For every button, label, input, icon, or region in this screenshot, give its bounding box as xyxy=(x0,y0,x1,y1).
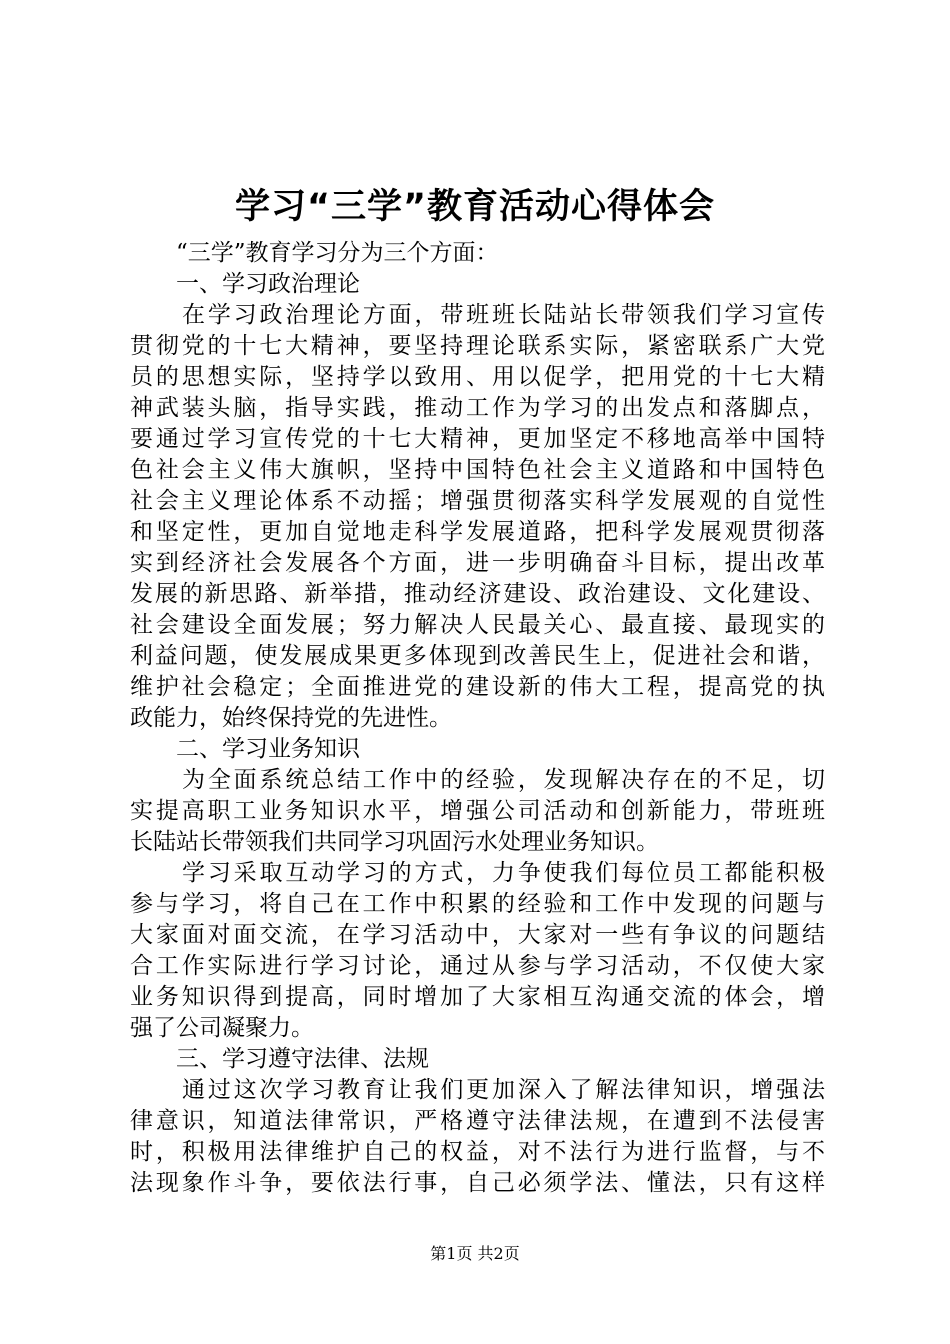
paragraph-line: 员的思想实际，坚持学以致用、用以促学，把用党的十七大精 xyxy=(130,364,825,390)
paragraph-line: 实到经济社会发展各个方面，进一步明确奋斗目标，提出改革 xyxy=(130,550,825,576)
paragraph-line: 通过这次学习教育让我们更加深入了解法律知识，增强法 xyxy=(182,1077,825,1103)
paragraph-line: 色社会主义伟大旗帜，坚持中国特色社会主义道路和中国特色 xyxy=(130,457,825,483)
paragraph-line: 合工作实际进行学习讨论，通过从参与学习活动，不仅使大家 xyxy=(130,953,825,979)
paragraph-line: 和坚定性，更加自觉地走科学发展道路，把科学发展观贯彻落 xyxy=(130,519,825,545)
paragraph-line: 学习采取互动学习的方式，力争使我们每位员工都能积极 xyxy=(182,860,825,886)
section-heading: 三、学习遵守法律、法规 xyxy=(176,1046,429,1072)
paragraph-line: 社会建设全面发展；努力解决人民最关心、最直接、最现实的 xyxy=(130,612,825,638)
paragraph-line: 业务知识得到提高，同时增加了大家相互沟通交流的体会，增 xyxy=(130,984,825,1010)
paragraph-line: 神武装头脑，指导实践，推动工作为学习的出发点和落脚点， xyxy=(130,395,825,421)
section-heading: 一、学习政治理论 xyxy=(176,271,360,297)
paragraph-line: 参与学习，将自己在工作中积累的经验和工作中发现的问题与 xyxy=(130,891,825,917)
paragraph-line: 为全面系统总结工作中的经验，发现解决存在的不足，切 xyxy=(182,767,825,793)
paragraph-line: 强了公司凝聚力。 xyxy=(130,1015,314,1041)
paragraph-line: 要通过学习宣传党的十七大精神，更加坚定不移地高举中国特 xyxy=(130,426,825,452)
paragraph-line: 在学习政治理论方面，带班班长陆站长带领我们学习宣传 xyxy=(182,302,825,328)
paragraph-line: 律意识，知道法律常识，严格遵守法律法规，在遭到不法侵害 xyxy=(130,1108,825,1134)
intro-line: “三学”教育学习分为三个方面： xyxy=(176,240,499,266)
paragraph-line: 维护社会稳定；全面推进党的建设新的伟大工程，提高党的执 xyxy=(130,674,825,700)
paragraph-line: 利益问题，使发展成果更多体现到改善民生上，促进社会和谐， xyxy=(130,643,825,669)
paragraph-line: 法现象作斗争，要依法行事，自己必须学法、懂法，只有这样 xyxy=(130,1170,825,1196)
document-body xyxy=(130,238,825,1199)
paragraph-line: 实提高职工业务知识水平，增强公司活动和创新能力，带班班 xyxy=(130,798,825,824)
paragraph-line: 政能力，始终保持党的先进性。 xyxy=(130,705,452,731)
page-indicator: 第1页 共2页 xyxy=(430,1244,520,1263)
paragraph-line: 发展的新思路、新举措，推动经济建设、政治建设、文化建设、 xyxy=(130,581,825,607)
section-heading: 二、学习业务知识 xyxy=(176,736,360,762)
paragraph-line: 大家面对面交流，在学习活动中，大家对一些有争议的问题结 xyxy=(130,922,825,948)
document-title: 学习“三学”教育活动心得体会 xyxy=(234,187,715,227)
paragraph-line: 长陆站长带领我们共同学习巩固污水处理业务知识。 xyxy=(130,829,659,855)
paragraph-line: 时，积极用法律维护自己的权益，对不法行为进行监督，与不 xyxy=(130,1139,825,1165)
paragraph-line: 贯彻党的十七大精神，要坚持理论联系实际，紧密联系广大党 xyxy=(130,333,825,359)
paragraph-line: 社会主义理论体系不动摇；增强贯彻落实科学发展观的自觉性 xyxy=(130,488,825,514)
